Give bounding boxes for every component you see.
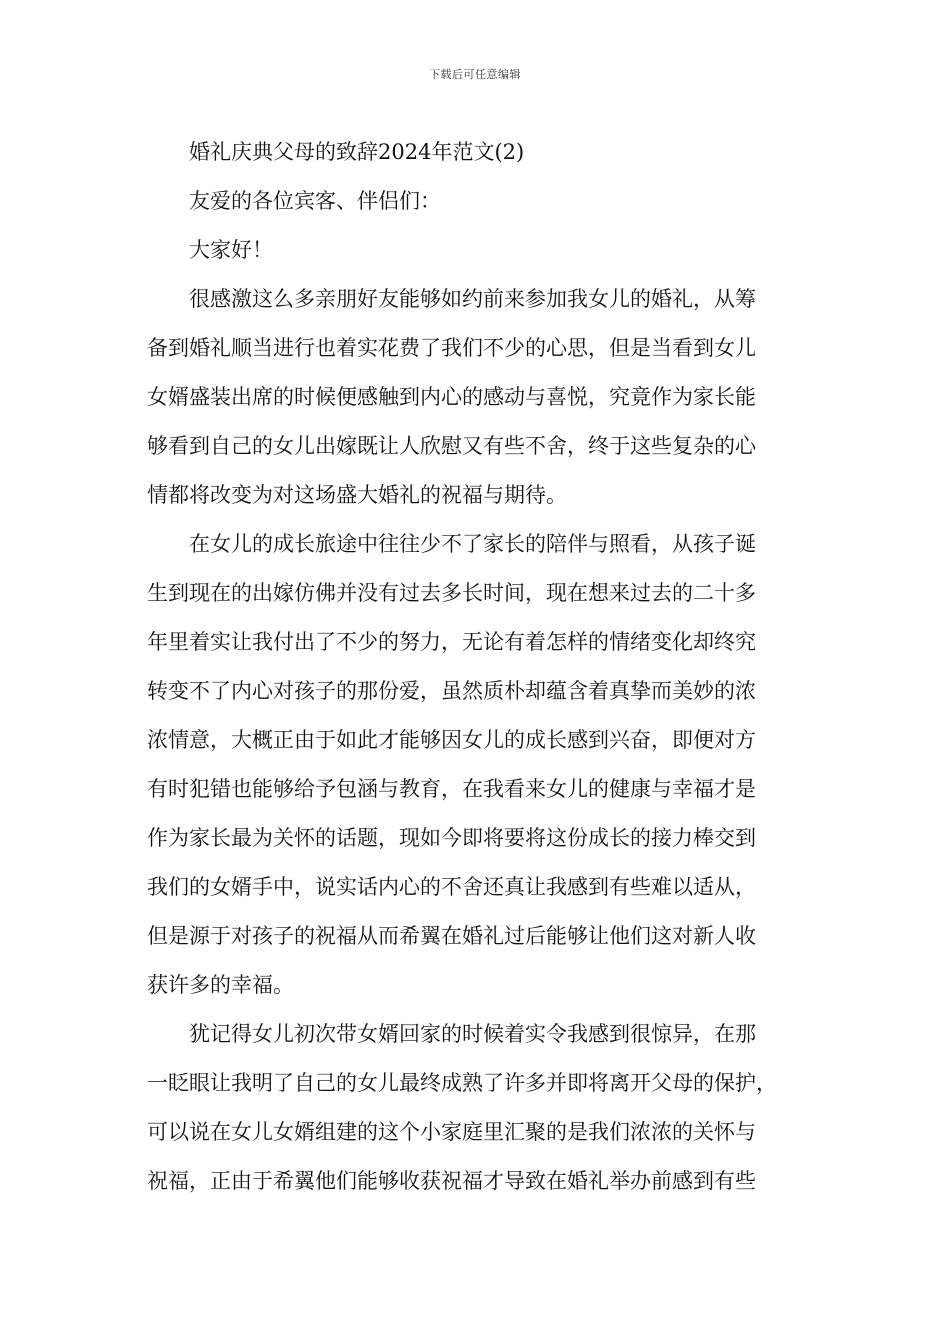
paragraph-line: 可以说在女儿女婿组建的这个小家庭里汇聚的是我们浓浓的关怀与	[147, 1120, 756, 1144]
page-header-note: 下载后可任意编辑	[429, 68, 521, 81]
document-title: 婚礼庆典父母的致辞2024年范文(2)	[189, 140, 525, 164]
document-body	[147, 128, 797, 1206]
paragraph-line: 很感激这么多亲朋好友能够如约前来参加我女儿的婚礼，从筹	[189, 287, 756, 311]
paragraph-line: 祝福，正由于希翼他们能够收获祝福才导致在婚礼举办前感到有些	[147, 1169, 756, 1193]
greeting: 大家好！	[189, 238, 273, 262]
paragraph-line: 获许多的幸福。	[147, 973, 294, 997]
paragraph-line: 备到婚礼顺当进行也着实花费了我们不少的心思，但是当看到女儿	[147, 336, 756, 360]
paragraph-line: 年里着实让我付出了不少的努力，无论有着怎样的情绪变化却终究	[147, 630, 756, 654]
paragraph-line: 有时犯错也能够给予包涵与教育，在我看来女儿的健康与幸福才是	[147, 777, 756, 801]
paragraph-line: 情都将改变为对这场盛大婚礼的祝福与期待。	[147, 483, 567, 507]
paragraph-2	[147, 520, 797, 1010]
paragraph-line: 作为家长最为关怀的话题，现如今即将要将这份成长的接力棒交到	[147, 826, 756, 850]
salutation: 友爱的各位宾客、伴侣们：	[189, 189, 441, 213]
paragraph-line: 犹记得女儿初次带女婿回家的时候着实令我感到很惊异，在那	[189, 1022, 756, 1046]
paragraph-line: 转变不了内心对孩子的那份爱，虽然质朴却蕴含着真挚而美妙的浓	[147, 679, 756, 703]
paragraph-line: 在女儿的成长旅途中往往少不了家长的陪伴与照看，从孩子诞	[189, 532, 756, 556]
paragraph-3	[147, 1010, 797, 1206]
paragraph-line: 但是源于对孩子的祝福从而希翼在婚礼过后能够让他们这对新人收	[147, 924, 756, 948]
paragraph-line: 女婿盛装出席的时候便感触到内心的感动与喜悦，究竟作为家长能	[147, 385, 756, 409]
paragraph-line: 我们的女婿手中，说实话内心的不舍还真让我感到有些难以适从，	[147, 875, 756, 899]
paragraph-line: 够看到自己的女儿出嫁既让人欣慰又有些不舍，终于这些复杂的心	[147, 434, 756, 458]
paragraph-line: 一眨眼让我明了自己的女儿最终成熟了许多并即将离开父母的保护，	[147, 1071, 777, 1095]
paragraph-1	[147, 275, 797, 520]
paragraph-line: 浓情意，大概正由于如此才能够因女儿的成长感到兴奋，即便对方	[147, 728, 756, 752]
paragraph-line: 生到现在的出嫁仿佛并没有过去多长时间，现在想来过去的二十多	[147, 581, 756, 605]
